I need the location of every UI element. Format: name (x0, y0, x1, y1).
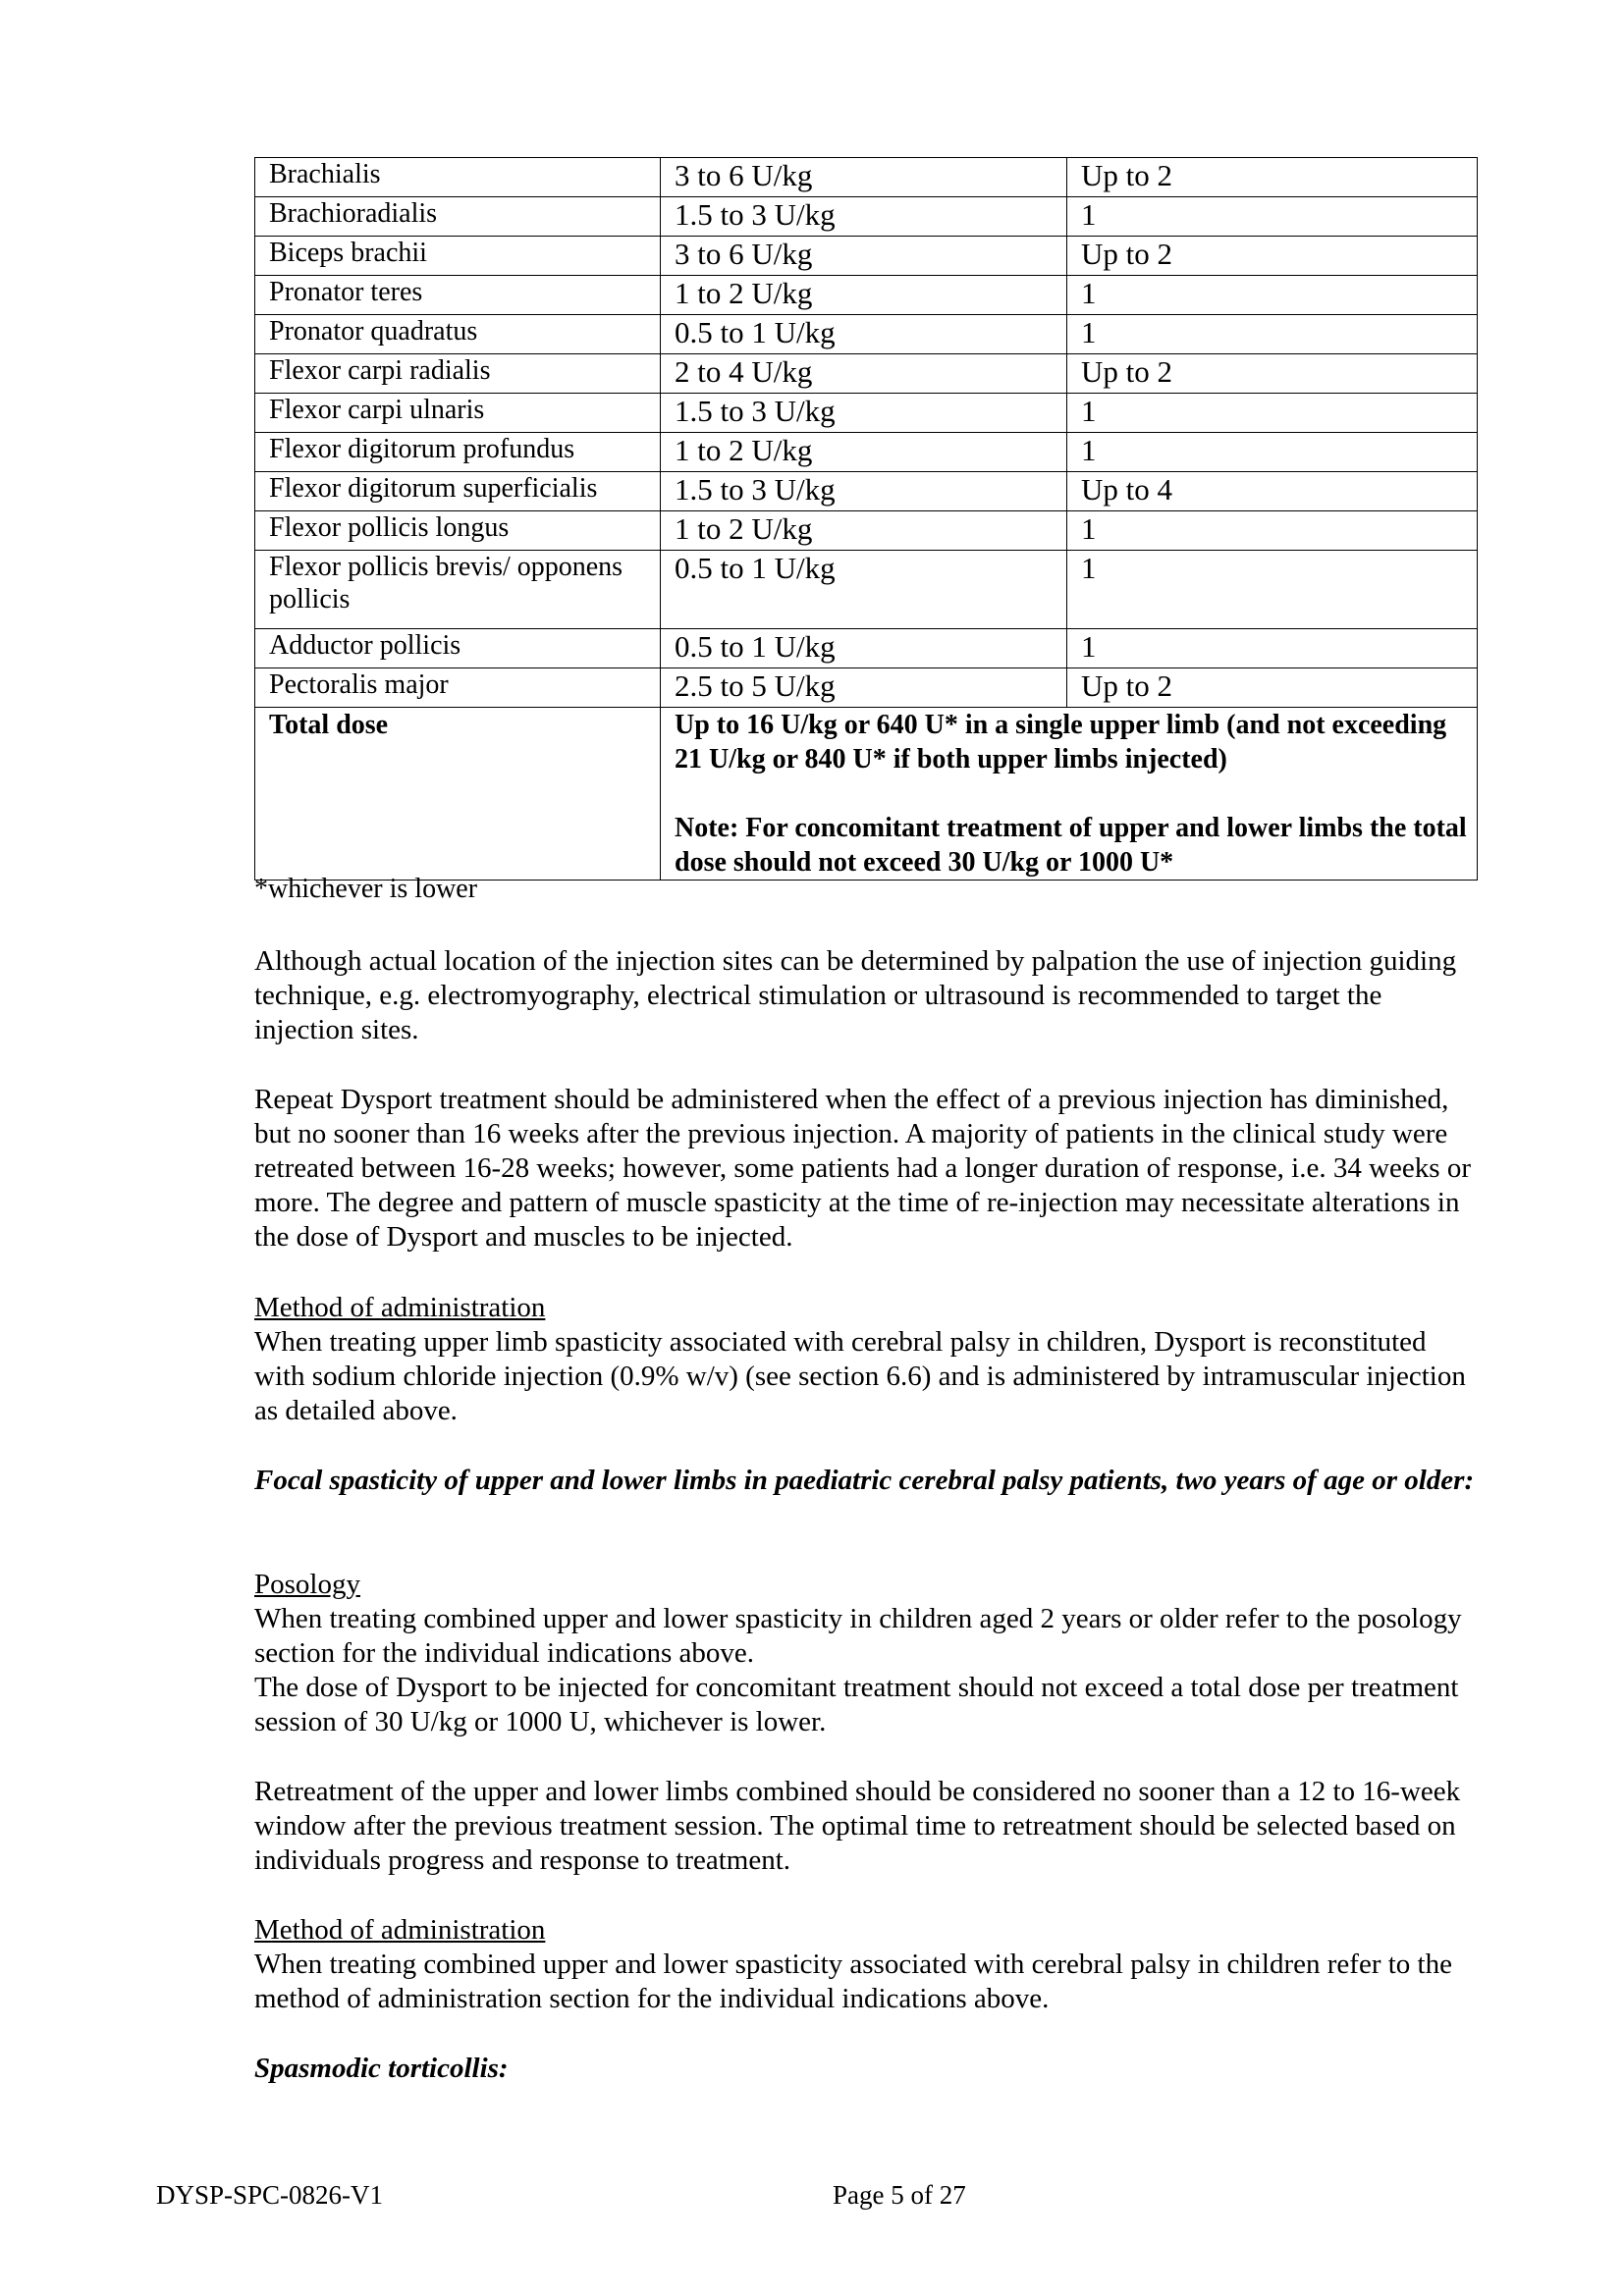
heading-focal-spasticity: Focal spasticity of upper and lower limbs in paediatric cerebral palsy patients, two years of age or older: (254, 1465, 1475, 1496)
dose-cell: 2 to 4 U/kg (661, 354, 1067, 394)
muscle-cell: Pronator quadratus (255, 315, 661, 354)
total-dose-cell (661, 708, 1478, 881)
sites-cell: 1 (1067, 276, 1478, 315)
footer-document-id: DYSP-SPC-0826-V1 (156, 2180, 384, 2210)
sites-cell: 1 (1067, 433, 1478, 472)
muscle-cell: Brachialis (255, 158, 661, 197)
total-dose-text: Up to 16 U/kg or 640 U* in a single upper limb (and not exceeding 21 U/kg or 840 U* if both upper limbs injected) (675, 710, 1447, 774)
paragraph-method-combined: When treating combined upper and lower spasticity associated with cerebral palsy in children refer to the method of administration section for the individual indications above. (254, 1949, 1452, 2014)
dose-cell: 1 to 2 U/kg (661, 276, 1067, 315)
dose-cell: 1 to 2 U/kg (661, 511, 1067, 551)
sites-cell: 1 (1067, 315, 1478, 354)
dose-cell: 3 to 6 U/kg (661, 237, 1067, 276)
table-row (255, 394, 1478, 433)
sites-cell: Up to 2 (1067, 158, 1478, 197)
sites-cell: Up to 2 (1067, 237, 1478, 276)
table-row (255, 511, 1478, 551)
table-row (255, 551, 1478, 629)
total-dose-row (255, 708, 1478, 881)
table-row (255, 433, 1478, 472)
dose-cell: 0.5 to 1 U/kg (661, 315, 1067, 354)
sites-cell: 1 (1067, 197, 1478, 237)
dose-cell: 3 to 6 U/kg (661, 158, 1067, 197)
sites-cell: 1 (1067, 511, 1478, 551)
table-footnote: *whichever is lower (254, 874, 478, 904)
dose-cell: 1 to 2 U/kg (661, 433, 1067, 472)
muscle-cell: Flexor carpi radialis (255, 354, 661, 394)
heading-method-of-administration-2: Method of administration (254, 1914, 546, 1946)
muscle-cell: Brachioradialis (255, 197, 661, 237)
muscle-cell: Biceps brachii (255, 237, 661, 276)
muscle-cell: Pronator teres (255, 276, 661, 315)
heading-spasmodic-torticollis: Spasmodic torticollis: (254, 2053, 509, 2084)
table-row (255, 472, 1478, 511)
table-row (255, 237, 1478, 276)
footer-page-number: Page 5 of 27 (833, 2180, 966, 2210)
table-row (255, 315, 1478, 354)
heading-posology: Posology (254, 1569, 360, 1600)
heading-method-of-administration: Method of administration (254, 1292, 546, 1323)
sites-cell: Up to 2 (1067, 354, 1478, 394)
paragraph-posology-combined: When treating combined upper and lower spasticity in children aged 2 years or older refer to the posology section for the individual indications above. (254, 1603, 1462, 1669)
table-row (255, 629, 1478, 668)
muscle-cell: Adductor pollicis (255, 629, 661, 668)
dose-cell: 1.5 to 3 U/kg (661, 472, 1067, 511)
sites-cell: 1 (1067, 629, 1478, 668)
muscle-cell: Flexor digitorum profundus (255, 433, 661, 472)
total-dose-label: Total dose (255, 708, 661, 881)
paragraph-posology-dose: The dose of Dysport to be injected for concomitant treatment should not exceed a total dose per treatment session of 30 U/kg or 1000 U, whichever is lower. (254, 1672, 1459, 1737)
table-row (255, 668, 1478, 708)
dose-cell: 1.5 to 3 U/kg (661, 394, 1067, 433)
sites-cell: 1 (1067, 551, 1478, 629)
dose-table (254, 157, 1478, 881)
muscle-cell: Pectoralis major (255, 668, 661, 708)
table-row (255, 158, 1478, 197)
paragraph-retreatment: Retreatment of the upper and lower limbs combined should be considered no sooner than a 12 to 16-week window after the previous treatment session. The optimal time to retreatment should be selected based on individuals progress and response to treatment. (254, 1776, 1461, 1876)
paragraph-method-upper-limb: When treating upper limb spasticity associated with cerebral palsy in children, Dysport is reconstituted with sodium chloride injection (0.9% w/v) (see section 6.6) and is administered by intramuscular injection as detailed above. (254, 1326, 1466, 1426)
muscle-cell: Flexor carpi ulnaris (255, 394, 661, 433)
sites-cell: Up to 4 (1067, 472, 1478, 511)
paragraph-injection-sites: Although actual location of the injection sites can be determined by palpation the use of injection guiding technique, e.g. electromyography, electrical stimulation or ultrasound is recommended to target the injection sites. (254, 945, 1457, 1045)
paragraph-repeat-treatment: Repeat Dysport treatment should be administered when the effect of a previous injection has diminished, but no sooner than 16 weeks after the previous injection. A majority of patients in the clinical study were retreated between 16-28 weeks; however, some patients had a longer duration of response, i.e. 34 weeks or more. The degree and pattern of muscle spasticity at the time of re-injection may necessitate alterations in the dose of Dysport and muscles to be injected. (254, 1084, 1471, 1253)
table-row (255, 197, 1478, 237)
table-row (255, 354, 1478, 394)
total-dose-note: Note: For concomitant treatment of upper and lower limbs the total dose should not exceed 30 U/kg or 1000 U* (675, 813, 1467, 878)
muscle-cell: Flexor pollicis brevis/ opponens pollicis (255, 551, 661, 629)
table-row (255, 276, 1478, 315)
muscle-cell: Flexor digitorum superficialis (255, 472, 661, 511)
sites-cell: Up to 2 (1067, 668, 1478, 708)
dose-cell: 1.5 to 3 U/kg (661, 197, 1067, 237)
dose-cell: 0.5 to 1 U/kg (661, 551, 1067, 629)
muscle-cell: Flexor pollicis longus (255, 511, 661, 551)
dose-cell: 2.5 to 5 U/kg (661, 668, 1067, 708)
sites-cell: 1 (1067, 394, 1478, 433)
dose-cell: 0.5 to 1 U/kg (661, 629, 1067, 668)
